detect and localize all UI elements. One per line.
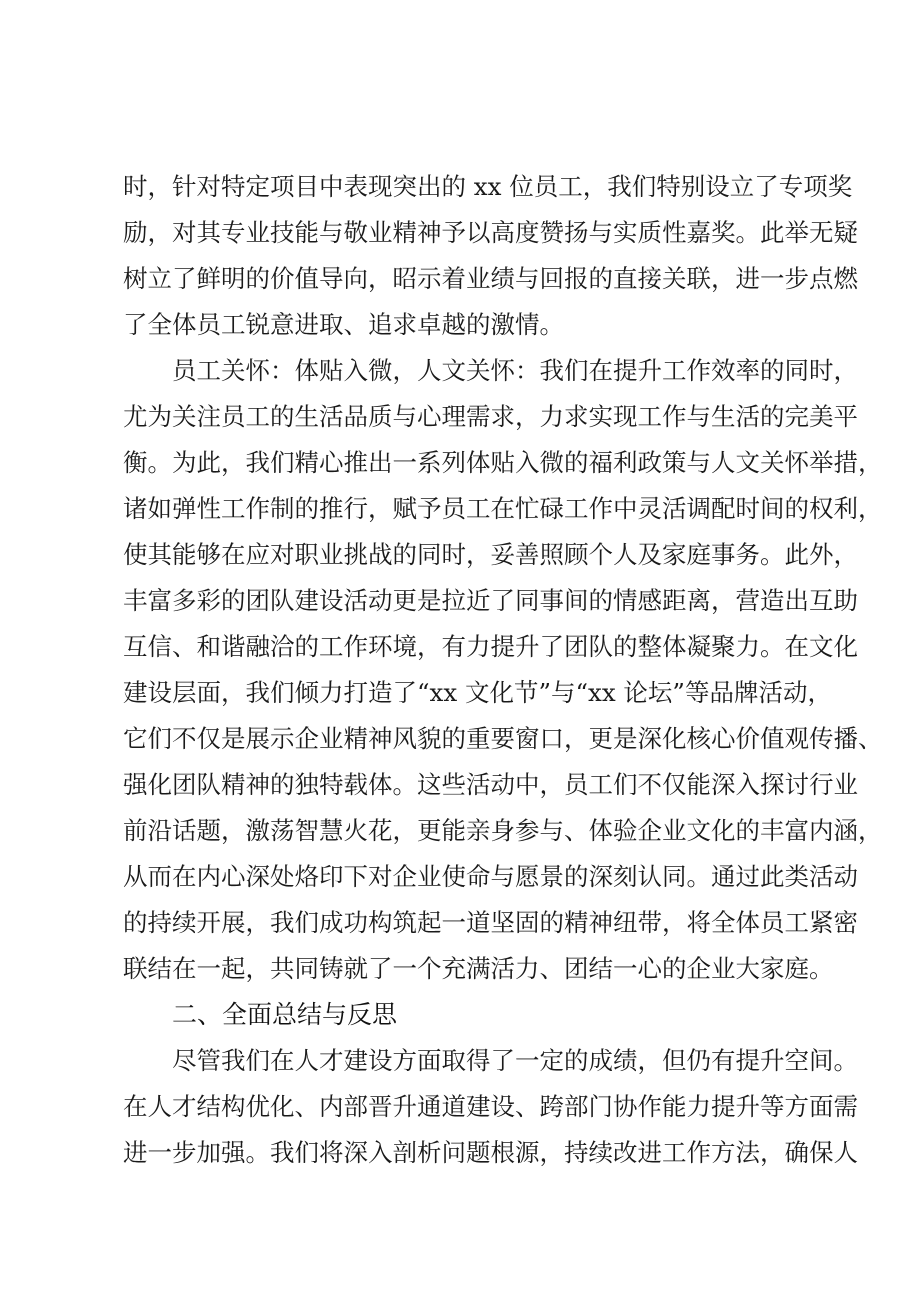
paragraph-2-line-9: 它们不仅是展示企业精神风貌的重要窗口，更是深化核心价值观传播、 (123, 724, 883, 753)
paragraph-2-line-3: 衡。为此，我们精心推出一系列体贴入微的福利政策与人文关怀举措， (123, 448, 883, 477)
paragraph-2-line-1: 员工关怀：体贴入微，人文关怀：我们在提升工作效率的同时， (172, 356, 858, 385)
paragraph-2-line-5: 使其能够在应对职业挑战的同时，妥善照顾个人及家庭事务。此外， (123, 540, 858, 569)
paragraph-1-line-4: 了全体员工锐意进取、追求卓越的激情。 (123, 310, 564, 339)
paragraph-2-line-14: 联结在一起，共同铸就了一个充满活力、团结一心的企业大家庭。 (123, 954, 834, 983)
section-heading: 二、全面总结与反思 (172, 1000, 398, 1029)
paragraph-2-line-2: 尤为关注员工的生活品质与心理需求，力求实现工作与生活的完美平 (123, 402, 858, 431)
paragraph-1-line-1: 时，针对特定项目中表现突出的 xx 位员工，我们特别设立了专项奖 (123, 172, 853, 201)
paragraph-2-line-12: 从而在内心深处烙印下对企业使命与愿景的深刻认同。通过此类活动 (123, 862, 858, 891)
paragraph-3-line-3: 进一步加强。我们将深入剖析问题根源，持续改进工作方法，确保人 (123, 1138, 858, 1167)
paragraph-2-line-13: 的持续开展，我们成功构筑起一道坚固的精神纽带，将全体员工紧密 (123, 908, 858, 937)
paragraph-1-line-3: 树立了鲜明的价值导向，昭示着业绩与回报的直接关联，进一步点燃 (123, 264, 858, 293)
paragraph-3-line-1: 尽管我们在人才建设方面取得了一定的成绩，但仍有提升空间。 (172, 1046, 858, 1075)
paragraph-2-line-11: 前沿话题，激荡智慧火花，更能亲身参与、体验企业文化的丰富内涵， (123, 816, 883, 845)
paragraph-2-line-7: 互信、和谐融洽的工作环境，有力提升了团队的整体凝聚力。在文化 (123, 632, 858, 661)
paragraph-2-line-10: 强化团队精神的独特载体。这些活动中，员工们不仅能深入探讨行业 (123, 770, 858, 799)
paragraph-1-line-2: 励，对其专业技能与敬业精神予以高度赞扬与实质性嘉奖。此举无疑 (123, 218, 858, 247)
paragraph-2-line-8: 建设层面，我们倾力打造了“xx 文化节”与“xx 论坛”等品牌活动， (123, 678, 832, 707)
paragraph-2-line-6: 丰富多彩的团队建设活动更是拉近了同事间的情感距离，营造出互助 (123, 586, 858, 615)
paragraph-2-line-4: 诸如弹性工作制的推行，赋予员工在忙碌工作中灵活调配时间的权利， (123, 494, 883, 523)
paragraph-3-line-2: 在人才结构优化、内部晋升通道建设、跨部门协作能力提升等方面需 (123, 1092, 858, 1121)
